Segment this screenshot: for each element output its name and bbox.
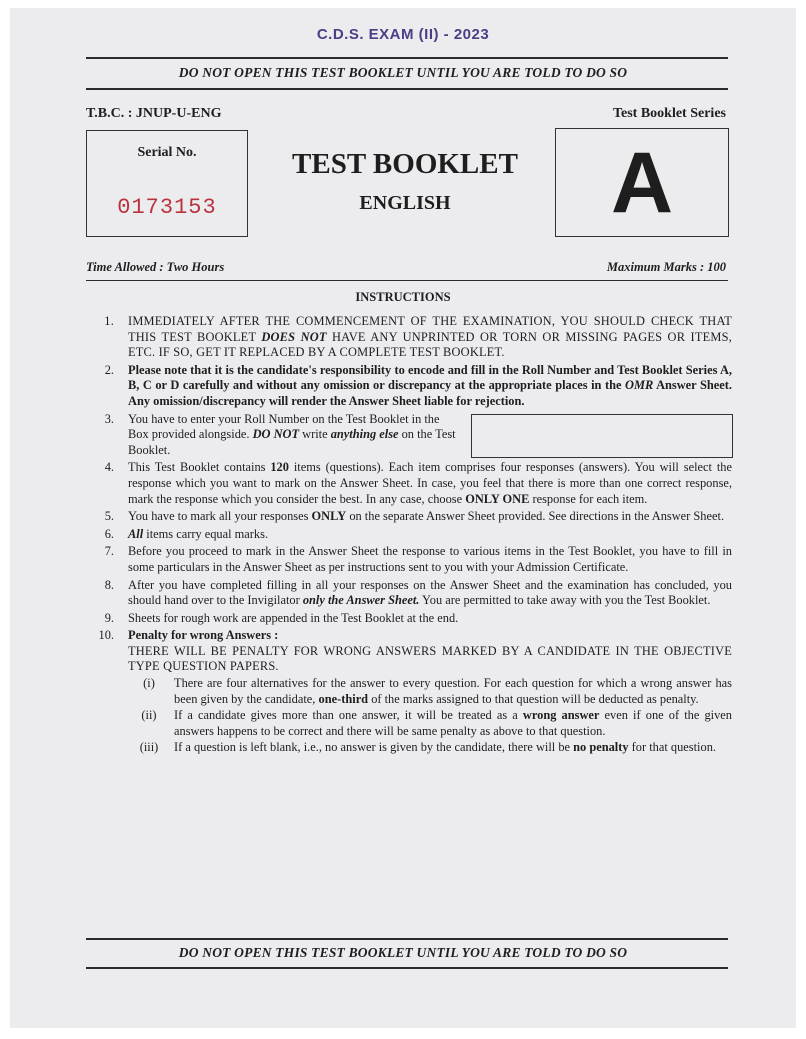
penalty-title: Penalty for wrong Answers : xyxy=(128,628,279,643)
instruction-item: 4. This Test Booklet contains 120 items (questions). Each item comprises four responses (answers). You will select the response which you want to mark on the Answer Sheet. In case, you feel that there is more than one correct response, mark the response which you consider the best. In any case, choose ONLY ONE response for each item. xyxy=(104,460,732,506)
penalty-point: (iii) If a question is left blank, i.e., no answer is given by the candidate, there will be no penalty for that question. xyxy=(139,740,716,755)
roll-number-box[interactable] xyxy=(471,414,733,458)
instruction-item-penalty: 10. Penalty for wrong Answers : THERE WILL BE PENALTY FOR WRONG ANSWERS MARKED BY A CANDIDATE IN THE OBJECTIVE TYPE QUESTION PAPERS. (i) There are four alternatives for the answer to every question. For each question for which a wrong answer has been given by the candidate, one-third of the marks assigned to that question will be deducted as penalty. (ii) If a candidate gives more than one answer, it will be treated as a wrong answer even if one of the given answers happens to be correct and there will be same penalty as above to that question. (iii) If a question is left blank, i.e., no answer is given by the candidate, there will be no penalty for that question. xyxy=(98,628,733,755)
booklet-subject: ENGLISH xyxy=(359,192,451,214)
instruction-item: 8. After you have completed filling in all your responses on the Answer Sheet and the examination has concluded, you should hand over to the Invigilator only the Answer Sheet. You are permitted to take away with you the Test Booklet. xyxy=(104,577,732,608)
series-letter: A xyxy=(610,135,674,231)
serial-label: Serial No. xyxy=(137,145,197,160)
warning-top: DO NOT OPEN THIS TEST BOOKLET UNTIL YOU ARE TOLD TO DO SO xyxy=(178,65,628,80)
top-rule-2 xyxy=(86,88,728,90)
warning-bottom: DO NOT OPEN THIS TEST BOOKLET UNTIL YOU ARE TOLD TO DO SO xyxy=(178,945,628,960)
exam-title: C.D.S. EXAM (II) - 2023 xyxy=(316,26,490,43)
penalty-lead: THERE WILL BE PENALTY FOR WRONG ANSWERS MARKED BY A CANDIDATE IN THE OBJECTIVE TYPE QUESTION PAPERS. xyxy=(128,643,732,674)
penalty-point: (i) There are four alternatives for the answer to every question. For each question for which a wrong answer has been given by the candidate, one-third of the marks assigned to that question will be deducted as penalty. xyxy=(143,676,732,706)
top-rule xyxy=(86,57,728,59)
tbc-code: T.B.C. : JNUP-U-ENG xyxy=(86,106,222,121)
instruction-item: 1. IMMEDIATELY AFTER THE COMMENCEMENT OF THE EXAMINATION, YOU SHOULD CHECK THAT THIS TEST BOOKLET DOES NOT HAVE ANY UNPRINTED OR TORN OR MISSING PAGES OR ITEMS, ETC. IF SO, GET IT REPLACED BY A COMPLETE TEST BOOKLET. xyxy=(104,314,733,360)
serial-number: 0173153 xyxy=(117,195,217,220)
series-box xyxy=(555,128,729,237)
time-allowed: Time Allowed : Two Hours xyxy=(86,260,225,274)
instruction-item-roll: 3. You have to enter your Roll Number on the Test Booklet in the Box provided alongside. DO NOT write anything else on the Test Booklet. xyxy=(88,412,732,459)
bottom-rule xyxy=(86,938,728,940)
instruction-item: 9. Sheets for rough work are appended in the Test Booklet at the end. xyxy=(104,610,459,625)
instructions-list xyxy=(88,314,732,758)
booklet-page xyxy=(10,8,796,1028)
penalty-point: (ii) If a candidate gives more than one answer, it will be treated as a wrong answer even if one of the given answers happens to be correct and there will be same penalty as above to that question. xyxy=(141,708,733,738)
instructions-heading: INSTRUCTIONS xyxy=(355,290,451,304)
instruction-item: 2. Please note that it is the candidate's responsibility to encode and fill in the Roll Number and Test Booklet Series A, B, C or D carefully and without any omission or discrepancy at the appropriate places in the OMR Answer Sheet. Any omission/discrepancy will render the Answer Sheet liable for rejection. xyxy=(104,362,732,408)
instruction-item: 7. Before you proceed to mark in the Answer Sheet the response to various items in the Test Booklet, you have to fill in some particulars in the Answer Sheet as per instructions sent to you with your Admission Certificate. xyxy=(104,544,732,574)
series-label: Test Booklet Series xyxy=(612,106,726,121)
booklet-title: TEST BOOKLET xyxy=(292,148,518,180)
serial-box xyxy=(86,130,248,237)
header-rule xyxy=(86,280,728,281)
instruction-item: 6. All items carry equal marks. xyxy=(104,526,269,541)
maximum-marks: Maximum Marks : 100 xyxy=(606,260,726,274)
bottom-rule-2 xyxy=(86,967,728,969)
instruction-item: 5. You have to mark all your responses ONLY on the separate Answer Sheet provided. See directions in the Answer Sheet. xyxy=(104,509,725,524)
